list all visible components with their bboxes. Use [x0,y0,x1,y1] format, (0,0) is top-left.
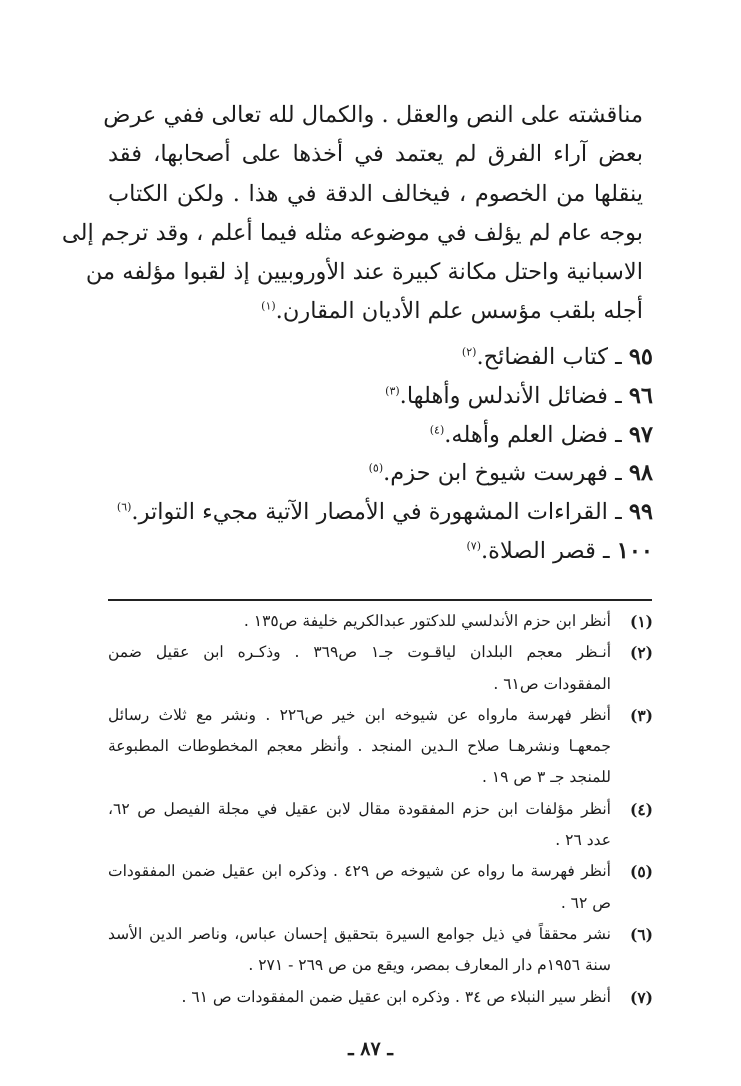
footnote [108,637,653,700]
footnote-ref[interactable]: (٦) [116,500,132,514]
book-entry [108,454,653,493]
entry-dash: ـ [615,344,622,370]
footnote-number: (٢) [629,643,653,663]
footnote-line: جمعهـا ونشرهـا صلاح الـدين المنجد . وأنظر معجم المخطوطات المطبوعة [108,737,611,756]
footnote [108,700,653,794]
entry-title: فهرست شيوخ ابن حزم. [383,460,608,487]
footnote [108,856,653,919]
footnote [108,794,653,857]
footnote-line: سنة ١٩٥٦م دار المعارف بمصر، ويقع من ص ٢٦٩ - ٢٧١ . [248,956,611,975]
entry-number: ٩٨ [628,460,653,487]
footnote-text [108,700,611,794]
footnotes-section [108,606,653,1013]
footnote-number: (٦) [629,924,653,944]
footnote-line: نشر محققاً في ذيل جوامع السيرة بتحقيق إحسان عباس، وناصر الدين الأسد [108,924,611,943]
footnote-number: (٧) [629,987,653,1007]
footnote-number: (٣) [629,705,653,725]
footnote-line: أنـظر معجم البلدان لياقـوت جـ١ ص٣٦٩ . وذكـره ابن عقيل ضمن [108,643,612,662]
entry-title: كتاب الفضائح. [476,344,608,370]
footnote-text [108,606,611,637]
footnote-line: عدد ٢٦ . [555,831,611,850]
footnote-line: أنظر مؤلفات ابن حزم المفقودة مقال لابن عقيل في مجلة الفيصل ص ٦٢، [108,799,611,818]
body-line-text: أجله بلقب مؤسس علم الأديان المقارن. [275,298,643,325]
footnote-line: ص ٦٢ . [560,893,611,912]
book-entry [108,493,653,532]
footnote-ref[interactable]: (٣) [385,384,400,398]
body-line: بوجه عام لم يؤلف في موضوعه مثله فيما أعلم ، وقد ترجم إلى [61,219,643,246]
footnote-number: (١) [629,612,653,631]
footnote-text [108,637,611,700]
entry-number: ١٠٠ [616,537,653,564]
footnote-ref[interactable]: (٤) [429,423,445,437]
footnote-separator [108,599,652,601]
footnote-text [108,982,611,1013]
footnote-ref[interactable]: (٢) [461,345,477,359]
book-entry [108,532,653,571]
footnote [108,919,653,982]
book-entries-list [108,338,653,571]
book-entry [108,377,653,416]
footnote-line: أنظر فهرسة مارواه عن شيوخه ابن خير ص٢٢٦ . ونشر مع ثلاث رسائل [108,705,611,724]
book-entry [108,416,653,455]
entry-title: قصر الصلاة. [481,537,596,564]
entry-dash: ـ [615,382,622,409]
body-paragraph [61,96,643,332]
entry-dash: ـ [602,537,610,564]
entry-title: فضل العلم وأهله. [444,421,608,448]
footnote-text [108,794,611,857]
book-entry [108,338,653,377]
body-line: ينقلها من الخصوم ، فيخالف الدقة في هذا . ولكن الكتاب [108,180,643,207]
footnote-line: للمنجد جـ ٣ ص ١٩ . [481,768,611,787]
entry-dash: ـ [615,499,622,526]
footnote-number: (٥) [629,862,653,882]
footnote-line: المفقودات ص٦١ . [493,674,611,693]
body-line: مناقشته على النص والعقل . والكمال لله تعالى ففي عرض [103,102,643,128]
body-line: الاسبانية واحتل مكانة كبيرة عند الأوروبيين إذ لقبوا مؤلفه من [85,259,643,286]
footnote-number: (٤) [629,799,653,819]
footnote-text [108,856,611,919]
footnote-text [108,919,611,982]
page-number: ـ ٨٧ ـ [348,1038,393,1060]
footnote-line: أنظر سير النبلاء ص ٣٤ . وذكره ابن عقيل ضمن المفقودات ص ٦١ . [181,987,611,1006]
footnote [108,606,653,637]
footnote [108,982,653,1013]
footnote-ref[interactable]: (١) [261,299,276,313]
entry-title: فضائل الأندلس وأهلها. [399,382,608,409]
entry-number: ٩٥ [628,344,653,370]
entry-number: ٩٦ [628,382,653,409]
entry-number: ٩٧ [628,421,653,448]
body-line [108,292,643,331]
footnote-line: أنظر فهرسة ما رواه عن شيوخه ص ٤٢٩ . وذكره ابن عقيل ضمن المفقودات [108,862,611,881]
entry-number: ٩٩ [628,499,653,526]
entry-title: القراءات المشهورة في الأمصار الآتية مجيء التواتر. [131,499,608,526]
footnote-line: أنظر ابن حزم الأندلسي للدكتور عبدالكريم خليفة ص١٣٥ . [243,612,611,630]
footnote-ref[interactable]: (٧) [466,539,481,553]
footnote-ref[interactable]: (٥) [368,461,384,475]
entry-dash: ـ [615,460,622,487]
body-line: بعض آراء الفرق لم يعتمد في أخذها على أصحابها، فقد [108,141,643,168]
entry-dash: ـ [615,421,622,448]
